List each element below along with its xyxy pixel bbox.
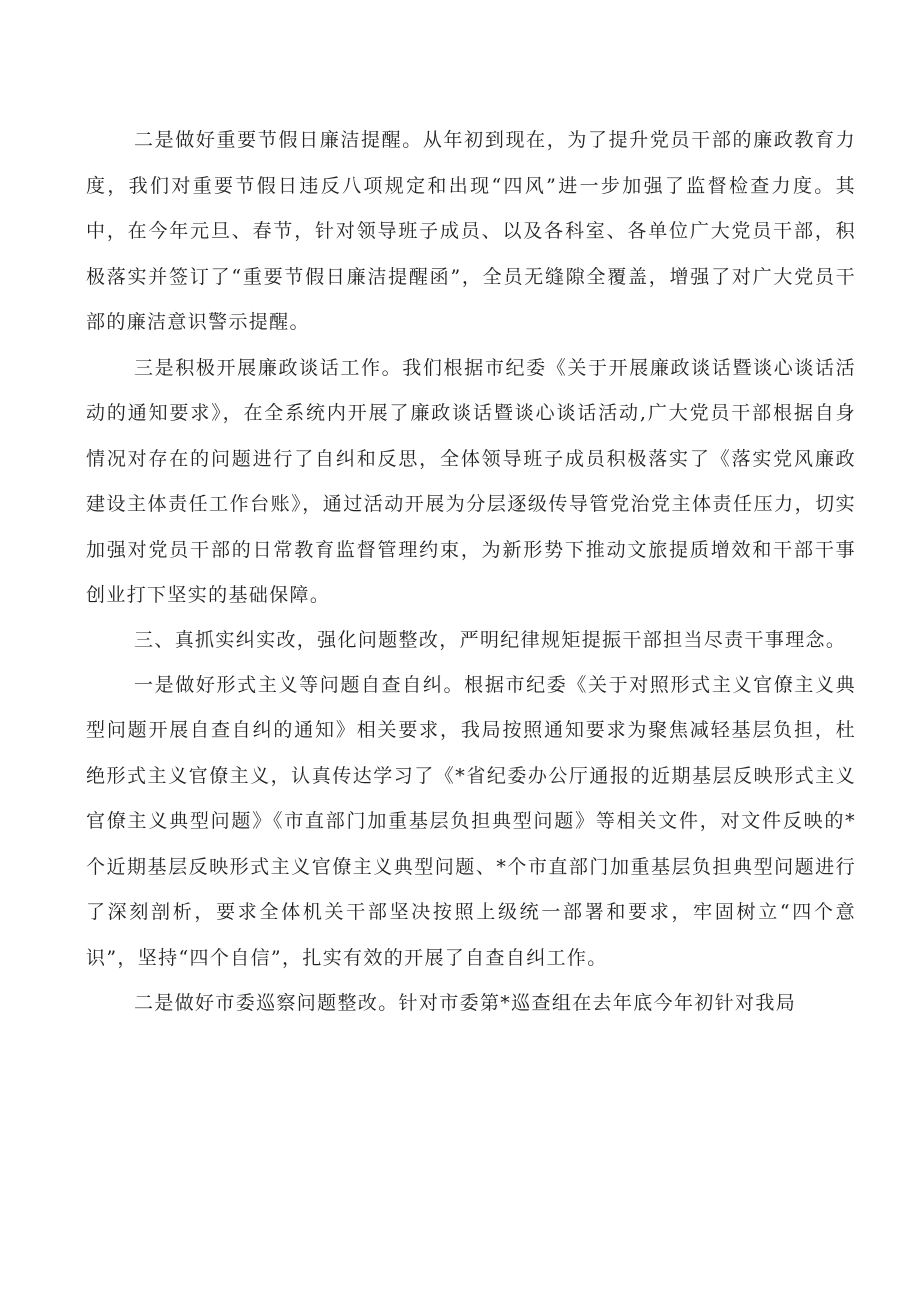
document-body	[86, 118, 856, 1027]
paragraph-inspection-rectification: 二是做好市委巡察问题整改。针对市委第*巡查组在去年底今年初针对我局	[134, 992, 797, 1014]
section-heading-rectification: 三、真抓实纠实改，强化问题整改，严明纪律规矩提振干部担当尽责干事理念。	[134, 628, 847, 651]
paragraph-formalism-self-inspection: 一是做好形式主义等问题自查自纠。根据市纪委《关于对照形式主义官僚主义典型问题开展自查自纠的通知》相关要求，我局按照通知要求为聚焦减轻基层负担，杜绝形式主义官僚主义，认真传达学习了《*省纪委办公厅通报的近期基层反映形式主义官僚主义典型问题》《市直部门加重基层负担典型问题》等相关文件，对文件反映的*个近期基层反映形式主义官僚主义典型问题、*个市直部门加重基层负担典型问题进行了深刻剖析，要求全体机关干部坚决按照上级统一部署和要求，牢固树立“四个意识”，坚持“四个自信”，扎实有效的开展了自查自纠工作。	[86, 673, 856, 969]
paragraph-integrity-talks: 三是积极开展廉政谈话工作。我们根据市纪委《关于开展廉政谈话暨谈心谈话活动的通知要求》，在全系统内开展了廉政谈话暨谈心谈话活动,广大党员干部根据自身情况对存在的问题进行了自纠和反思，全体领导班子成员积极落实了《落实党风廉政建设主体责任工作台账》，通过活动开展为分层逐级传导管党治党主体责任压力，切实加强对党员干部的日常教育监督管理约束，为新形势下推动文旅提质增效和干部干事创业打下坚实的基础保障。	[86, 356, 856, 606]
paragraph-holiday-integrity-reminder: 二是做好重要节假日廉洁提醒。从年初到现在，为了提升党员干部的廉政教育力度，我们对重要节假日违反八项规定和出现“四风”进一步加强了监督检查力度。其中，在今年元旦、春节，针对领导班子成员、以及各科室、各单位广大党员干部，积极落实并签订了“重要节假日廉洁提醒函”，全员无缝隙全覆盖，增强了对广大党员干部的廉洁意识警示提醒。	[86, 129, 856, 333]
